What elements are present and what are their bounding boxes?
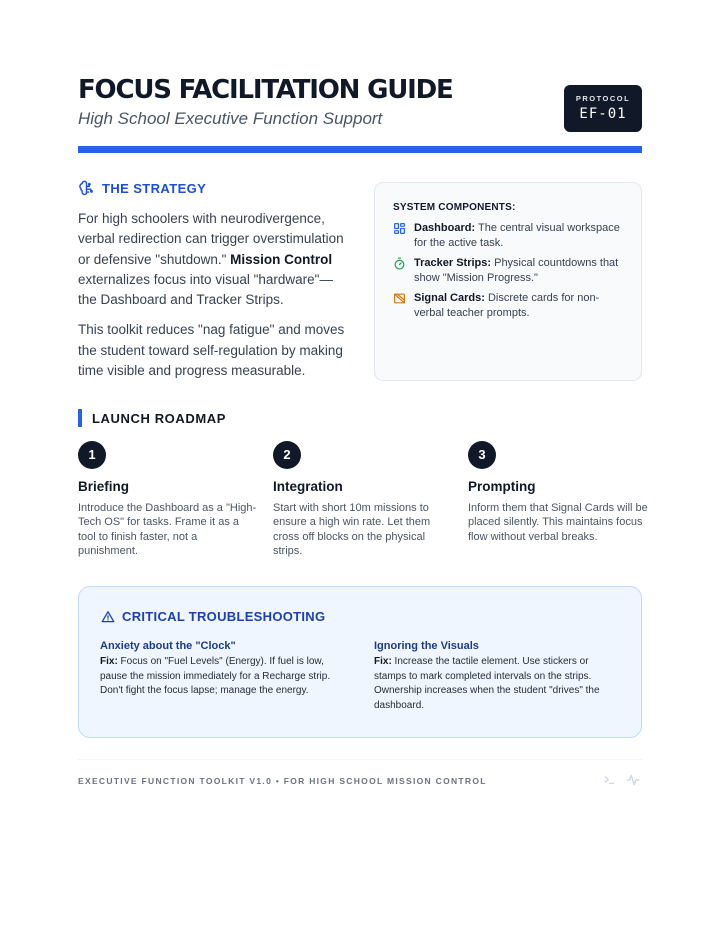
component-name: Tracker Strips: xyxy=(414,257,492,269)
troubleshoot-title: Anxiety about the "Clock" xyxy=(100,640,236,652)
step-description: Inform them that Signal Cards will be placed silently. This maintains focus flow without verbal breaks. xyxy=(468,502,648,543)
roadmap-title: LAUNCH ROADMAP xyxy=(92,410,227,426)
step-number: 3 xyxy=(468,441,496,469)
protocol-badge xyxy=(564,85,642,132)
component-desc: Discrete cards for non-verbal teacher prompts. xyxy=(414,292,600,319)
warning-icon xyxy=(101,610,115,624)
terminal-icon xyxy=(603,773,616,786)
component-name: Signal Cards: xyxy=(414,292,485,304)
strategy-text: For high schoolers with neurodivergence, verbal redirection can trigger overstimulation or defensive "shutdown." xyxy=(78,211,344,267)
troubleshoot-title: Ignoring the Visuals xyxy=(374,640,479,652)
page-title: FOCUS FACILITATION GUIDE xyxy=(78,75,453,105)
brain-icon xyxy=(78,180,95,197)
component-dashboard xyxy=(393,221,625,250)
page-subtitle: High School Executive Function Support xyxy=(78,109,383,128)
strategy-paragraph-1 xyxy=(78,209,348,310)
step-description: Start with short 10m missions to ensure a high win rate. Let them cross off blocks on the physical strips. xyxy=(273,502,431,557)
component-name: Dashboard: xyxy=(414,222,476,234)
troubleshooting-heading xyxy=(101,609,325,624)
roadmap-heading xyxy=(78,409,226,427)
roadmap-step-2 xyxy=(273,441,453,558)
mission-control-term: Mission Control xyxy=(230,251,333,267)
pulse-icon xyxy=(626,773,640,787)
step-number: 2 xyxy=(273,441,301,469)
troubleshooting-title: CRITICAL TROUBLESHOOTING xyxy=(122,609,326,624)
components-title: SYSTEM COMPONENTS: xyxy=(393,202,516,213)
system-components-card xyxy=(374,182,642,381)
component-text xyxy=(414,256,625,285)
troubleshooting-card xyxy=(78,586,642,738)
component-desc: Physical countdowns that show "Mission Progress." xyxy=(414,257,619,284)
fix-text: Increase the tactile element. Use stickers or stamps to mark completed intervals on the strips. Ownership increases when the student "drives" the dashboard. xyxy=(374,656,600,711)
strategy-paragraph-2: This toolkit reduces "nag fatigue" and moves the student toward self-regulation by making time visible and progress measurable. xyxy=(78,322,345,379)
protocol-label: PROTOCOL xyxy=(575,94,631,103)
strategy-text: externalizes focus into visual "hardware"—the Dashboard and Tracker Strips. xyxy=(78,271,333,308)
component-text xyxy=(414,291,625,320)
step-title: Briefing xyxy=(78,479,130,494)
troubleshoot-fix xyxy=(374,655,622,713)
fix-text: Focus on "Fuel Levels" (Energy). If fuel is low, pause the mission immediately for a Recharge strip. Don't fight the focus lapse; manage the energy. xyxy=(100,656,331,697)
step-title: Prompting xyxy=(468,479,536,494)
strategy-heading xyxy=(78,180,206,197)
troubleshoot-item-clock xyxy=(100,640,348,699)
step-number: 1 xyxy=(78,441,106,469)
fix-label: Fix: xyxy=(374,656,392,667)
component-desc: The central visual workspace for the active task. xyxy=(414,222,620,249)
footer-text: EXECUTIVE FUNCTION TOOLKIT V1.0 • FOR HIGH SCHOOL MISSION CONTROL xyxy=(78,776,487,786)
strategy-title: THE STRATEGY xyxy=(102,181,207,196)
component-tracker-strips xyxy=(393,256,625,285)
troubleshoot-item-visuals xyxy=(374,640,622,713)
roadmap-step-3 xyxy=(468,441,648,544)
header-divider xyxy=(78,146,642,153)
step-description: Introduce the Dashboard as a "High-Tech OS" for tasks. Frame it as a tool to finish faster, not a punishment. xyxy=(78,502,257,557)
step-title: Integration xyxy=(273,479,343,494)
footer-icons xyxy=(603,773,640,787)
strategy-body xyxy=(78,209,348,381)
roadmap-step-1 xyxy=(78,441,258,558)
troubleshoot-fix xyxy=(100,655,348,699)
component-signal-cards xyxy=(393,291,625,320)
component-text xyxy=(414,221,625,250)
dashboard-icon xyxy=(393,222,406,235)
protocol-code: EF-01 xyxy=(579,106,627,122)
header xyxy=(78,74,642,134)
timer-icon xyxy=(393,257,406,270)
footer-divider xyxy=(78,759,642,760)
fix-label: Fix: xyxy=(100,656,118,667)
signal-card-icon xyxy=(393,292,406,305)
